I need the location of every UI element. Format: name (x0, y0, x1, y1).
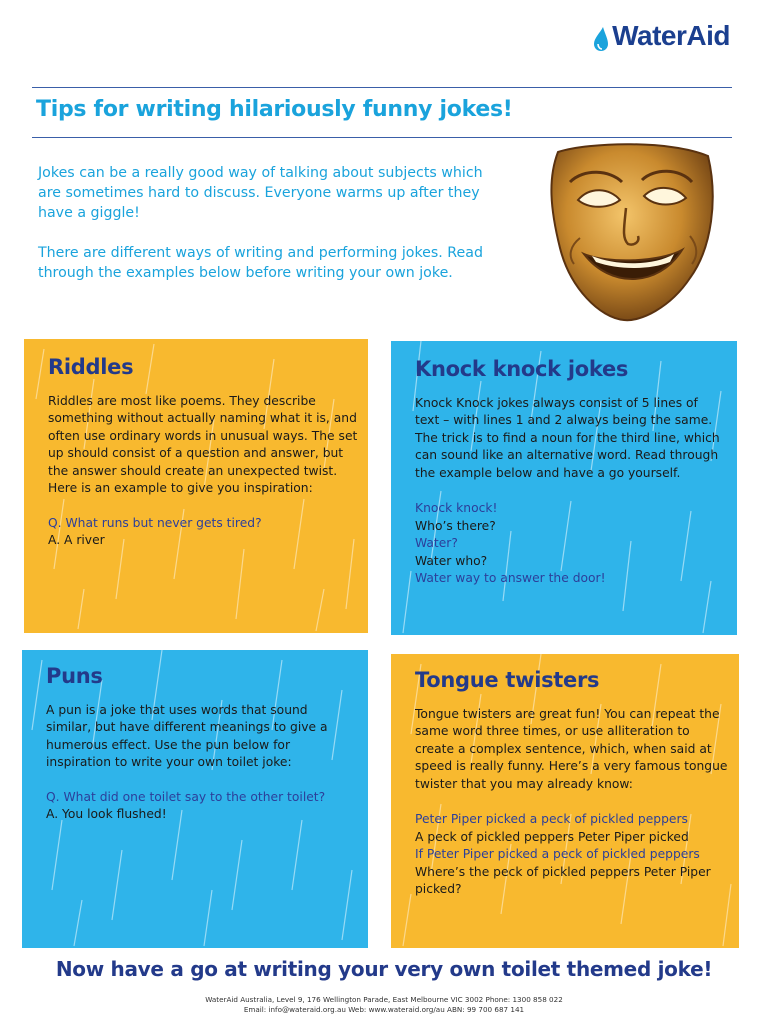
puns-heading: Puns (46, 664, 103, 688)
intro-text (38, 163, 508, 303)
riddles-body: Riddles are most like poems. They describe something without actually naming what it is, and often use ordinary words in unusual ways. The set up should consist of a question and answer, but the answer should create an unexpected twist. Here is an example to give you inspiration: (48, 393, 358, 495)
knock-line-1: Knock knock! (415, 501, 498, 515)
comedy-mask-image (540, 138, 720, 324)
knock-knock-example (415, 500, 725, 588)
knock-knock-body: Knock Knock jokes always consist of 5 lines of text – with lines 1 and 2 always being the same. The trick is to find a noun for the third line, which can sound like an alternative word. Read through the example below and have a go yourself. (415, 395, 720, 480)
twister-line-1: Peter Piper picked a peck of pickled peppers (415, 812, 688, 826)
riddle-answer: A. A river (48, 533, 105, 547)
tongue-twister-example (415, 811, 729, 899)
knock-knock-heading: Knock knock jokes (415, 357, 629, 381)
footer-contact: Email: info@wateraid.org.au Web: www.wateraid.org/au ABN: 99 700 687 141 (243, 1005, 525, 1014)
knock-knock-box (391, 341, 737, 635)
tongue-twisters-box (391, 654, 739, 948)
intro-paragraph-1: Jokes can be a really good way of talking about subjects which are sometimes hard to discuss. Everyone warms up after they have a giggle! (38, 165, 483, 221)
pun-answer: A. You look flushed! (46, 807, 167, 821)
twister-line-3: If Peter Piper picked a peck of pickled peppers (415, 847, 700, 861)
water-drop-icon (592, 26, 610, 52)
pun-question: Q. What did one toilet say to the other toilet? (46, 789, 326, 804)
knock-line-2: Who’s there? (415, 518, 496, 533)
header-rule-top (32, 87, 732, 88)
puns-example (46, 789, 356, 824)
knock-line-3: Water? (415, 536, 458, 550)
footer-address: WaterAid Australia, Level 9, 176 Wellington Parade, East Melbourne VIC 3002 Phone: 1300 858 022 (205, 995, 563, 1004)
footer (0, 995, 768, 1015)
wateraid-logo (592, 20, 730, 52)
logo-text: WaterAid (612, 20, 730, 51)
riddles-example (48, 515, 358, 550)
intro-paragraph-2: There are different ways of writing and performing jokes. Read through the examples below before writing your own joke. (38, 245, 483, 281)
tongue-twisters-heading: Tongue twisters (415, 668, 600, 692)
knock-line-4: Water who? (415, 553, 488, 568)
riddles-heading: Riddles (48, 355, 134, 379)
twister-line-4: Where’s the peck of pickled peppers Peter Piper picked? (415, 864, 711, 896)
call-to-action: Now have a go at writing your very own toilet themed joke! (55, 957, 713, 981)
riddle-question: Q. What runs but never gets tired? (48, 515, 262, 530)
tongue-twisters-body: Tongue twisters are great fun! You can repeat the same word three times, or use alliteration to create a complex sentence, which, when said at speed is really funny. Here’s a very famous tongue twister that you may already know: (415, 706, 728, 791)
page-title: Tips for writing hilariously funny jokes! (36, 97, 513, 122)
knock-line-5: Water way to answer the door! (415, 571, 606, 585)
twister-line-2: A peck of pickled peppers Peter Piper picked (415, 829, 689, 844)
puns-box (22, 650, 368, 948)
riddles-box (24, 339, 368, 633)
puns-body: A pun is a joke that uses words that sound similar, but have different meanings to give a humerous effect. Use the pun below for inspiration to write your own toilet joke: (46, 702, 328, 769)
